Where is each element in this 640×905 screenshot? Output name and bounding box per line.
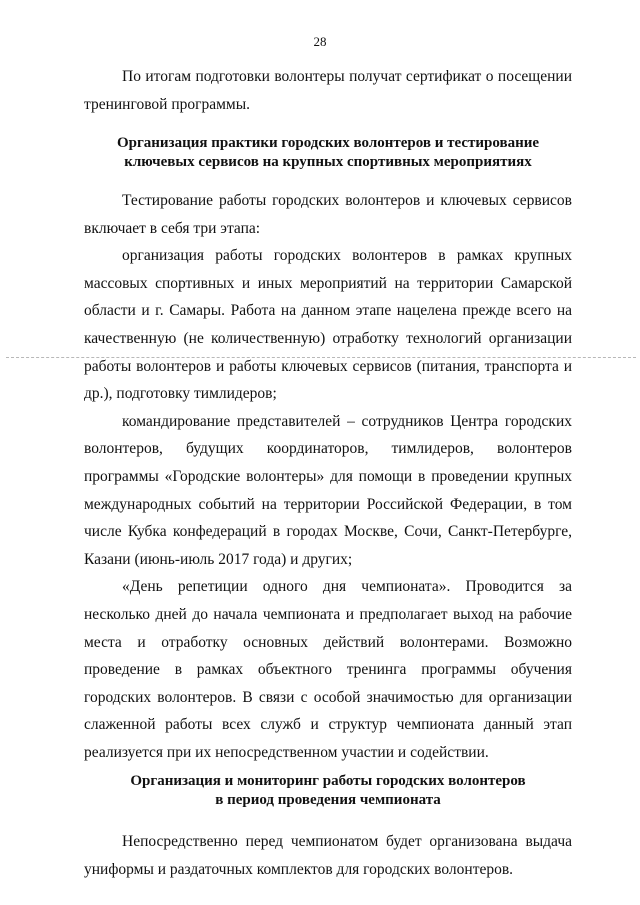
intro-block: [84, 63, 572, 118]
page-number: 28: [313, 34, 327, 49]
section-heading-line: ключевых сервисов на крупных спортивных мероприятиях: [124, 154, 532, 170]
section-heading-monitoring: [84, 772, 572, 810]
body-paragraph: «День репетиции одного дня чемпионата». Проводится за несколько дней до начала чемпионата и предполагает выход на рабочие места и отработку основных действий волонтерами. Возможно проведение в рамках объектного тренинга программы обучения городских волонтеров. В связи с особой значимостью для организации слаженной работы всех служб и структур чемпионата данный этап реализуется при их непосредственном участии и содействии.: [84, 578, 572, 761]
body-paragraph: организация работы городских волонтеров в рамках крупных массовых спортивных и иных мероприятий на территории Самарской области и г. Самары. Работа на данном этапе нацелена прежде всего на качественную (не количественную) отработку технологий организации работы волонтеров и работы ключевых сервисов (питания, транспорта и др.), подготовку тимлидеров;: [84, 247, 572, 403]
scan-artifact-line: [6, 357, 636, 358]
section-body-monitoring: [84, 828, 572, 883]
section-heading-line: в период проведения чемпионата: [215, 792, 441, 808]
body-paragraph: Непосредственно перед чемпионатом будет организована выдача униформы и раздаточных комплектов для городских волонтеров.: [84, 833, 572, 878]
section-heading-line: Организация и мониторинг работы городских волонтеров: [130, 773, 526, 789]
section-heading-practice: [84, 134, 572, 172]
section-body-practice: [84, 187, 572, 766]
intro-paragraph: По итогам подготовки волонтеры получат сертификат о посещении тренинговой программы.: [84, 68, 572, 113]
body-paragraph: Тестирование работы городских волонтеров и ключевых сервисов включает в себя три этапа:: [84, 192, 572, 237]
section-heading-line: Организация практики городских волонтеров и тестирование: [116, 135, 540, 151]
body-paragraph: командирование представителей – сотрудников Центра городских волонтеров, будущих координаторов, тимлидеров, волонтеров программы «Городские волонтеры» для помощи в проведении крупных международных событий на территории Российской Федерации, в том числе Кубка конфедераций в городах Москве, Сочи, Санкт-Петербурге, Казани (июнь-июль 2017 года) и других;: [84, 412, 572, 568]
